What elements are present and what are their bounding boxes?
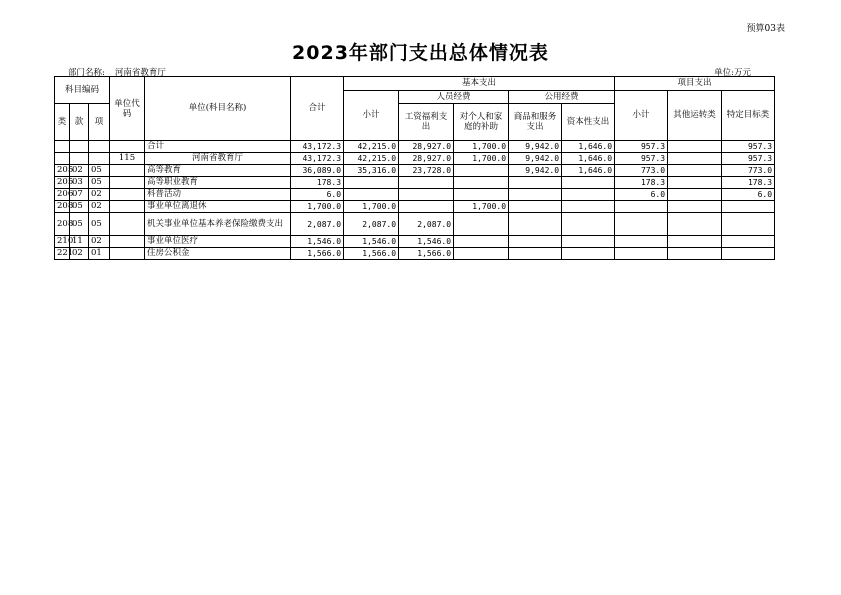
- cell-project-subtotal: 957.3: [615, 141, 668, 153]
- cell-specific: 957.3: [722, 141, 775, 153]
- cell-specific: 178.3: [722, 177, 775, 189]
- cell-kuan: [70, 141, 89, 153]
- cell-subsidy: 1,700.0: [454, 153, 509, 165]
- header-wages: 工资福利支出: [399, 104, 454, 141]
- cell-goods: 9,942.0: [509, 141, 562, 153]
- cell-lei: 205: [55, 177, 70, 189]
- cell-other-transfer: [668, 236, 722, 248]
- cell-name: 机关事业单位基本养老保险缴费支出: [145, 213, 291, 236]
- header-xiang: 项: [89, 104, 110, 141]
- cell-goods: [509, 248, 562, 260]
- cell-project-subtotal: 773.0: [615, 165, 668, 177]
- cell-xiang: 02: [89, 189, 110, 201]
- cell-capital: [562, 248, 615, 260]
- cell-lei: [55, 153, 70, 165]
- cell-xiang: [89, 153, 110, 165]
- cell-unit-code: [110, 189, 145, 201]
- cell-project-subtotal: 178.3: [615, 177, 668, 189]
- cell-lei: 205: [55, 165, 70, 177]
- header-unit-code: 单位代码: [110, 77, 145, 141]
- cell-basic-subtotal: 35,316.0: [344, 165, 399, 177]
- header-lei: 类: [55, 104, 70, 141]
- cell-name: 合计: [145, 141, 291, 153]
- cell-name: 事业单位离退休: [145, 201, 291, 213]
- cell-basic-subtotal: 2,087.0: [344, 213, 399, 236]
- cell-lei: 210: [55, 236, 70, 248]
- cell-specific: [722, 213, 775, 236]
- cell-specific: [722, 201, 775, 213]
- cell-wages: [399, 201, 454, 213]
- cell-project-subtotal: [615, 236, 668, 248]
- cell-total: 178.3: [291, 177, 344, 189]
- cell-lei: [55, 141, 70, 153]
- header-basic: 基本支出: [344, 77, 615, 91]
- cell-specific: 6.0: [722, 189, 775, 201]
- cell-basic-subtotal: 42,215.0: [344, 141, 399, 153]
- cell-kuan: [70, 153, 89, 165]
- table-row: [55, 141, 775, 153]
- form-number: 预算03表: [746, 24, 785, 34]
- cell-other-transfer: [668, 189, 722, 201]
- cell-project-subtotal: 6.0: [615, 189, 668, 201]
- cell-xiang: 02: [89, 236, 110, 248]
- header-goods: 商品和服务支出: [509, 104, 562, 141]
- table-row: [55, 248, 775, 260]
- cell-subsidy: [454, 189, 509, 201]
- cell-other-transfer: [668, 248, 722, 260]
- header-other-transfer: 其他运转类: [668, 91, 722, 141]
- cell-capital: [562, 189, 615, 201]
- cell-specific: 957.3: [722, 153, 775, 165]
- expenditure-table: [54, 76, 775, 260]
- cell-other-transfer: [668, 213, 722, 236]
- table-row: [55, 153, 775, 165]
- table-row: [55, 177, 775, 189]
- cell-total: 43,172.3: [291, 153, 344, 165]
- cell-lei: 208: [55, 213, 70, 236]
- cell-name: 事业单位医疗: [145, 236, 291, 248]
- table-row: [55, 201, 775, 213]
- cell-subsidy: [454, 236, 509, 248]
- cell-capital: 1,646.0: [562, 141, 615, 153]
- cell-project-subtotal: 957.3: [615, 153, 668, 165]
- cell-specific: [722, 236, 775, 248]
- table-row: [55, 213, 775, 236]
- header-kuan: 款: [70, 104, 89, 141]
- cell-goods: [509, 177, 562, 189]
- cell-basic-subtotal: 1,566.0: [344, 248, 399, 260]
- cell-kuan: 05: [70, 213, 89, 236]
- cell-lei: 206: [55, 189, 70, 201]
- cell-wages: 28,927.0: [399, 141, 454, 153]
- cell-wages: 28,927.0: [399, 153, 454, 165]
- cell-unit-code: [110, 141, 145, 153]
- header-public: 公用经费: [509, 91, 615, 104]
- cell-basic-subtotal: 42,215.0: [344, 153, 399, 165]
- cell-goods: 9,942.0: [509, 165, 562, 177]
- cell-total: 1,546.0: [291, 236, 344, 248]
- cell-name: 高等教育: [145, 165, 291, 177]
- cell-kuan: 07: [70, 189, 89, 201]
- cell-unit-code: [110, 236, 145, 248]
- page-title: 2023年部门支出总体情况表: [292, 42, 549, 64]
- cell-wages: 2,087.0: [399, 213, 454, 236]
- table-row: [55, 236, 775, 248]
- header-basic-subtotal: 小计: [344, 91, 399, 141]
- cell-wages: 1,546.0: [399, 236, 454, 248]
- cell-total: 1,700.0: [291, 201, 344, 213]
- cell-wages: 23,728.0: [399, 165, 454, 177]
- cell-capital: [562, 236, 615, 248]
- cell-total: 1,566.0: [291, 248, 344, 260]
- cell-subsidy: [454, 165, 509, 177]
- cell-basic-subtotal: [344, 177, 399, 189]
- cell-unit-code: [110, 201, 145, 213]
- cell-kuan: 02: [70, 165, 89, 177]
- cell-capital: [562, 201, 615, 213]
- cell-subsidy: [454, 248, 509, 260]
- cell-subsidy: [454, 177, 509, 189]
- cell-total: 2,087.0: [291, 213, 344, 236]
- header-personnel: 人员经费: [399, 91, 509, 104]
- cell-unit-code: [110, 165, 145, 177]
- cell-wages: [399, 189, 454, 201]
- cell-goods: [509, 236, 562, 248]
- table-row: [55, 189, 775, 201]
- cell-goods: [509, 201, 562, 213]
- department-value: 河南省教育厅: [114, 68, 166, 78]
- header-total: 合计: [291, 77, 344, 141]
- cell-goods: [509, 189, 562, 201]
- cell-basic-subtotal: 1,700.0: [344, 201, 399, 213]
- table-row: [55, 165, 775, 177]
- cell-subsidy: 1,700.0: [454, 141, 509, 153]
- cell-name: 科普活动: [145, 189, 291, 201]
- cell-unit-code: 115: [110, 153, 145, 165]
- cell-kuan: 03: [70, 177, 89, 189]
- cell-goods: 9,942.0: [509, 153, 562, 165]
- cell-unit-code: [110, 177, 145, 189]
- header-subject-code: 科目编码: [55, 77, 110, 104]
- header-capital: 资本性支出: [562, 104, 615, 141]
- cell-xiang: 02: [89, 201, 110, 213]
- cell-total: 6.0: [291, 189, 344, 201]
- cell-xiang: 05: [89, 213, 110, 236]
- cell-name: 河南省教育厅: [145, 153, 291, 165]
- cell-other-transfer: [668, 201, 722, 213]
- cell-unit-code: [110, 248, 145, 260]
- cell-basic-subtotal: 1,546.0: [344, 236, 399, 248]
- cell-kuan: 11: [70, 236, 89, 248]
- cell-wages: 1,566.0: [399, 248, 454, 260]
- cell-xiang: 05: [89, 177, 110, 189]
- cell-xiang: [89, 141, 110, 153]
- cell-kuan: 05: [70, 201, 89, 213]
- header-specific: 特定目标类: [722, 91, 775, 141]
- cell-total: 43,172.3: [291, 141, 344, 153]
- cell-other-transfer: [668, 141, 722, 153]
- cell-wages: [399, 177, 454, 189]
- cell-capital: 1,646.0: [562, 153, 615, 165]
- cell-basic-subtotal: [344, 189, 399, 201]
- cell-project-subtotal: [615, 201, 668, 213]
- cell-subsidy: 1,700.0: [454, 201, 509, 213]
- cell-project-subtotal: [615, 248, 668, 260]
- cell-goods: [509, 213, 562, 236]
- cell-subsidy: [454, 213, 509, 236]
- cell-xiang: 01: [89, 248, 110, 260]
- cell-project-subtotal: [615, 213, 668, 236]
- cell-lei: 208: [55, 201, 70, 213]
- cell-name: 住房公积金: [145, 248, 291, 260]
- cell-kuan: 02: [70, 248, 89, 260]
- header-project: 项目支出: [615, 77, 775, 91]
- cell-other-transfer: [668, 153, 722, 165]
- header-subsidy: 对个人和家庭的补助: [454, 104, 509, 141]
- cell-lei: 221: [55, 248, 70, 260]
- unit-label: 单位:万元: [714, 68, 751, 78]
- cell-specific: [722, 248, 775, 260]
- header-project-subtotal: 小计: [615, 91, 668, 141]
- cell-name: 高等职业教育: [145, 177, 291, 189]
- cell-total: 36,089.0: [291, 165, 344, 177]
- cell-xiang: 05: [89, 165, 110, 177]
- cell-specific: 773.0: [722, 165, 775, 177]
- department-label: 部门名称:: [68, 68, 105, 78]
- cell-capital: [562, 213, 615, 236]
- cell-other-transfer: [668, 165, 722, 177]
- header-unit-name: 单位(科目名称): [145, 77, 291, 141]
- cell-capital: 1,646.0: [562, 165, 615, 177]
- cell-unit-code: [110, 213, 145, 236]
- cell-capital: [562, 177, 615, 189]
- cell-other-transfer: [668, 177, 722, 189]
